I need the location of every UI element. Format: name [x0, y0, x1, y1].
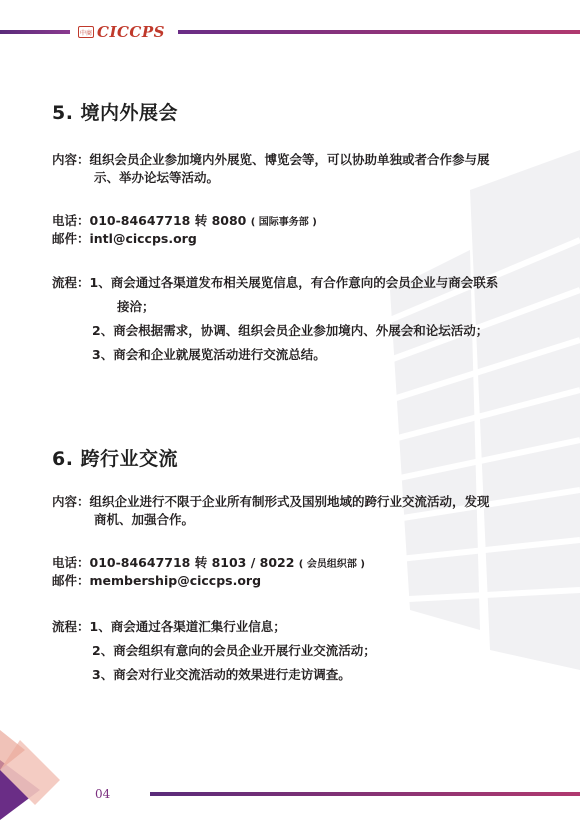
footer-bar [150, 792, 580, 796]
section-6-process-3: 3、商会对行业交流活动的效果进行走访调查。 [92, 667, 351, 682]
section-5-process-3: 3、商会和企业就展览活动进行交流总结。 [92, 347, 326, 362]
section-6-process-1: 流程：1、商会通过各渠道汇集行业信息； [52, 619, 286, 634]
section-6-content-line-2: 商机、加强合作。 [94, 512, 195, 527]
section-6-process-2: 2、商会组织有意向的会员企业开展行业交流活动； [92, 643, 376, 658]
section-5-email: 邮件：intl@ciccps.org [52, 231, 197, 246]
section-6-phone-number: 电话：010-84647718 转 8103 / 8022 [52, 555, 295, 570]
section-6-email: 邮件：membership@ciccps.org [52, 573, 262, 588]
section-5-process-1: 流程：1、商会通过各渠道发布相关展览信息，有合作意向的会员企业与商会联系 [52, 275, 499, 290]
section-5-content-line-2: 示、举办论坛等活动。 [94, 170, 220, 185]
section-5-phone-dept: ( 国际事务部 ) [250, 217, 317, 228]
section-6-title: 6. 跨行业交流 [52, 448, 179, 470]
header-bar-left [0, 30, 70, 34]
corner-decoration-icon [0, 730, 60, 820]
section-5-phone-number: 电话：010-84647718 转 8080 [52, 213, 247, 228]
building-watermark-icon [350, 150, 580, 670]
section-6-phone [52, 555, 365, 573]
section-5-process-1-cont: 接洽； [117, 299, 155, 314]
logo-mark-icon: 中商 [78, 26, 94, 38]
section-5-title: 5. 境内外展会 [52, 102, 179, 124]
page-number: 04 [95, 787, 111, 801]
section-6-phone-dept: ( 会员组织部 ) [298, 559, 365, 570]
section-5-content-line-1: 内容：组织会员企业参加境内外展览、博览会等，可以协助单独或者合作参与展 [52, 152, 490, 167]
header-bar-right [178, 30, 580, 34]
logo [78, 22, 165, 42]
logo-text: CICCPS [97, 23, 165, 41]
section-5-phone [52, 213, 317, 231]
section-5-process-2: 2、商会根据需求，协调、组织会员企业参加境内、外展会和论坛活动； [92, 323, 489, 338]
section-6-content-line-1: 内容：组织企业进行不限于企业所有制形式及国别地域的跨行业交流活动，发现 [52, 494, 490, 509]
